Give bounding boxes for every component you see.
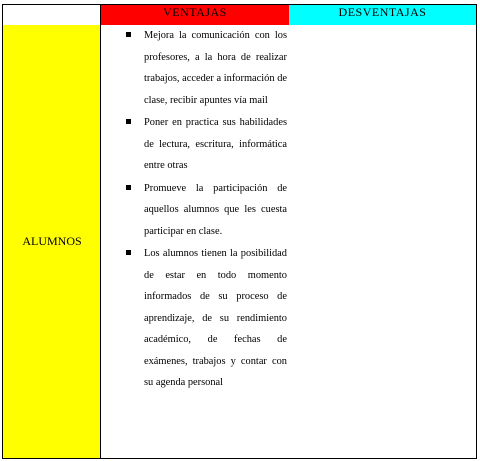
row-label-alumnos bbox=[2, 25, 101, 459]
row-label-text: ALUMNOS bbox=[22, 234, 82, 248]
desventajas-cell bbox=[289, 25, 477, 459]
bullet-square-icon bbox=[126, 185, 131, 190]
bullet-square-icon bbox=[126, 250, 131, 255]
list-item bbox=[101, 243, 291, 394]
ventajas-cell bbox=[100, 25, 290, 459]
list-item bbox=[101, 178, 291, 243]
list-item-text: Poner en practica sus habilidades de lectura, escritura, informática entre otras bbox=[144, 117, 287, 171]
header-desventajas: DESVENTAJAS bbox=[289, 4, 477, 26]
ventajas-list bbox=[101, 25, 291, 394]
header-empty-cell bbox=[2, 4, 101, 26]
list-item bbox=[101, 112, 291, 177]
bullet-square-icon bbox=[126, 119, 131, 124]
list-item-text: Los alumnos tienen la posibilidad de estar en todo momento informados de su proceso de aprendizaje, de su rendimiento académico, de fechas de exámenes, trabajos y contar con su agenda personal bbox=[144, 248, 287, 388]
bullet-square-icon bbox=[126, 32, 131, 37]
list-item-text: Mejora la comunicación con los profesores, a la hora de realizar trabajos, acceder a información de clase, recibir apuntes vía mail bbox=[144, 30, 287, 106]
list-item bbox=[101, 25, 291, 111]
header-ventajas: VENTAJAS bbox=[100, 4, 290, 26]
list-item-text: Promueve la participación de aquellos alumnos que les cuesta participar en clase. bbox=[144, 182, 287, 237]
